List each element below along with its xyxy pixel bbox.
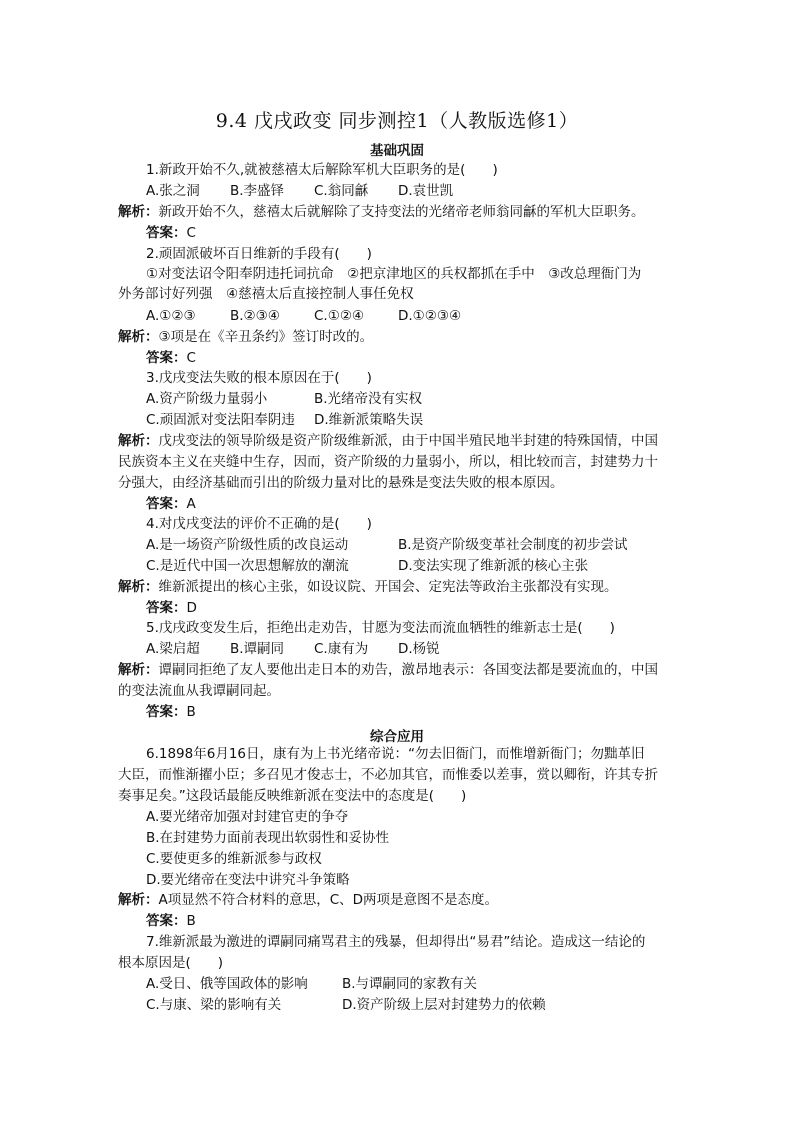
- option-d: D.杨锐: [398, 641, 440, 657]
- analysis-text: 维新派提出的核心主张，如设议院、开国会、定宪法等政治主张都没有实现。: [158, 579, 618, 595]
- option-a: A.梁启超: [146, 641, 200, 657]
- answer-label: 答案：: [146, 913, 187, 929]
- option-d: D.变法实现了维新派的核心主张: [398, 558, 589, 574]
- analysis-text: 新政开始不久，慈禧太后就解除了支持变法的光绪帝老师翁同龢的军机大臣职务。: [158, 204, 645, 220]
- option-a: A.张之洞: [146, 183, 200, 199]
- analysis-text: A项显然不符合材料的意思，C、D两项是意图不是态度。: [158, 892, 499, 908]
- question-4-stem: 4.对戊戌变法的评价不正确的是( ): [146, 516, 372, 532]
- analysis-label: 解析：: [118, 329, 159, 345]
- answer-label: 答案：: [146, 225, 187, 241]
- question-5-analysis-line-2: 的变法流血从我谭嗣同起。: [118, 683, 280, 699]
- question-6-stem-line-2: 大臣，而惟渐擢小臣；多召见才俊志士，不必加其官，而惟委以差事，赏以卿衔，许其专折: [118, 767, 658, 783]
- option-d: D.维新派策略失误: [314, 412, 424, 428]
- answer-value: B: [186, 913, 196, 929]
- option-b: B.谭嗣同: [230, 641, 285, 657]
- question-1-analysis: [118, 204, 645, 220]
- answer-label: 答案：: [146, 350, 187, 366]
- question-6-stem-line-3: 奏事足矣。”这段话最能反映维新派在变法中的态度是( ): [118, 788, 467, 804]
- option-b: B.与谭嗣同的家教有关: [342, 976, 478, 992]
- analysis-label: 解析：: [118, 579, 159, 595]
- question-4-answer: [146, 600, 197, 616]
- analysis-label: 解析：: [118, 204, 159, 220]
- question-5-answer: [146, 704, 196, 720]
- analysis-label: 解析：: [118, 662, 159, 678]
- option-c: C.翁同龢: [314, 183, 369, 199]
- question-3-analysis-line-1: [118, 433, 658, 449]
- section-heading-comprehensive: 综合应用: [370, 729, 424, 745]
- question-3-answer: [146, 496, 196, 512]
- analysis-label: 解析：: [118, 892, 159, 908]
- question-6-answer: [146, 913, 196, 929]
- question-2-items-line-2: 外务部讨好列强 ④慈禧太后直接控制人事任免权: [118, 286, 414, 302]
- question-1-answer: [146, 225, 196, 241]
- analysis-text: 戊戌变法的领导阶级是资产阶级维新派，由于中国半殖民地半封建的特殊国情，中国: [158, 433, 658, 449]
- option-d: D.袁世凯: [398, 183, 454, 199]
- question-2-items-line-1: ①对变法诏令阳奉阴违托词抗命 ②把京津地区的兵权都抓在手中 ③改总理衙门为: [146, 266, 642, 282]
- question-3-analysis-line-3: 分强大，由经济基础而引出的阶级力量对比的悬殊是变法失败的根本原因。: [118, 475, 564, 491]
- question-3-options-row-2: [146, 412, 423, 428]
- answer-value: A: [186, 496, 196, 512]
- option-b: B.②③④: [230, 308, 280, 324]
- answer-value: C: [186, 350, 196, 366]
- question-7-stem-line-1: 7.维新派最为激进的谭嗣同痛骂君主的残暴，但却得出“易君”结论。造成这一结论的: [146, 934, 646, 950]
- answer-label: 答案：: [146, 600, 187, 616]
- analysis-text: 谭嗣同拒绝了友人要他出走日本的劝告，激昂地表示：各国变法都是要流血的，中国: [158, 662, 658, 678]
- option-c: C.与康、梁的影响有关: [146, 997, 282, 1013]
- option-d: D.资产阶级上层对封建势力的依赖: [342, 997, 546, 1013]
- question-6-stem-line-1: 6.1898年6月16日，康有为上书光绪帝说：“勿去旧衙门，而惟增新衙门；勿黜革旧: [146, 746, 645, 762]
- option-a: A.受日、俄等国政体的影响: [146, 976, 308, 992]
- question-2-options: [146, 308, 461, 324]
- question-4-options-row-2: [146, 558, 588, 574]
- option-a: A.是一场资产阶级性质的改良运动: [146, 537, 349, 553]
- option-b: B.李盛铎: [230, 183, 285, 199]
- answer-value: D: [186, 600, 197, 616]
- question-1-options: [146, 183, 453, 199]
- option-a: A.资产阶级力量弱小: [146, 391, 268, 407]
- question-6-option-d: D.要光绪帝在变法中讲究斗争策略: [146, 872, 350, 888]
- analysis-text: ③项是在《辛丑条约》签订时改的。: [158, 329, 374, 345]
- question-1-stem: 1.新政开始不久,就被慈禧太后解除军机大臣职务的是( ): [146, 162, 498, 178]
- question-7-options-row-2: [146, 997, 546, 1013]
- question-6-option-b: B.在封建势力面前表现出软弱性和妥协性: [146, 830, 390, 846]
- answer-value: B: [186, 704, 196, 720]
- question-2-analysis: [118, 329, 373, 345]
- question-5-analysis-line-1: [118, 662, 658, 678]
- section-heading-basic: 基础巩固: [370, 143, 424, 159]
- option-c: C.①②④: [314, 308, 365, 324]
- answer-label: 答案：: [146, 496, 187, 512]
- question-4-analysis: [118, 579, 618, 595]
- option-c: C.是近代中国一次思想解放的潮流: [146, 558, 349, 574]
- question-4-options-row-1: [146, 537, 628, 553]
- question-7-options-row-1: [146, 976, 477, 992]
- answer-value: C: [186, 225, 196, 241]
- question-2-answer: [146, 350, 196, 366]
- question-3-analysis-line-2: 民族资本主义在夹缝中生存，因而，资产阶级的力量弱小，所以，相比较而言，封建势力十: [118, 454, 658, 470]
- question-7-stem-line-2: 根本原因是( ): [118, 955, 224, 971]
- option-c: C.顽固派对变法阳奉阴违: [146, 412, 295, 428]
- option-b: B.光绪帝没有实权: [314, 391, 423, 407]
- question-2-stem: 2.顽固派破坏百日维新的手段有( ): [146, 246, 372, 262]
- question-3-stem: 3.戊戌变法失败的根本原因在于( ): [146, 370, 372, 386]
- question-3-options-row-1: [146, 391, 422, 407]
- question-6-analysis: [118, 892, 498, 908]
- question-6-option-a: A.要光绪帝加强对封建官吏的争夺: [146, 809, 349, 825]
- option-b: B.是资产阶级变革社会制度的初步尝试: [398, 537, 628, 553]
- question-6-option-c: C.要使更多的维新派参与政权: [146, 851, 322, 867]
- answer-label: 答案：: [146, 704, 187, 720]
- option-a: A.①②③: [146, 308, 196, 324]
- question-5-options: [146, 641, 440, 657]
- question-5-stem: 5.戊戌政变发生后，拒绝出走劝告，甘愿为变法而流血牺牲的维新志士是( ): [146, 620, 615, 636]
- analysis-label: 解析：: [118, 433, 159, 449]
- option-c: C.康有为: [314, 641, 369, 657]
- page-title: 9.4 戊戌政变 同步测控1（人教版选修1）: [215, 110, 579, 132]
- option-d: D.①②③④: [398, 308, 462, 324]
